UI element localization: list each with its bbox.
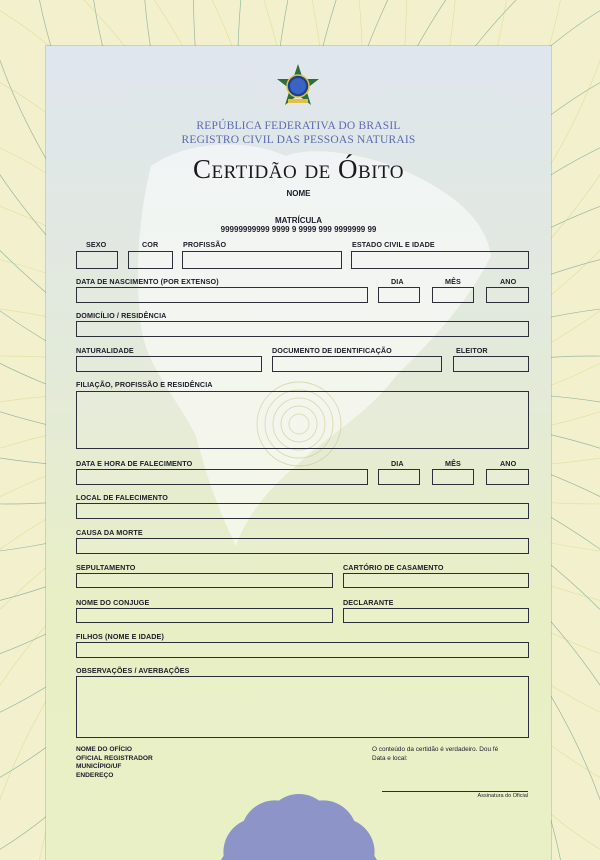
- local-falecimento-label: LOCAL DE FALECIMENTO: [76, 493, 168, 502]
- ano-field[interactable]: [486, 287, 529, 303]
- footer-address: ENDEREÇO: [76, 771, 114, 779]
- filiacao-label: FILIAÇÃO, PROFISSÃO E RESIDÊNCIA: [76, 380, 213, 389]
- footer-office-name: NOME DO OFÍCIO: [76, 746, 133, 753]
- profissao-field[interactable]: [182, 251, 342, 269]
- header-republic: REPÚBLICA FEDERATIVA DO BRASIL: [196, 120, 401, 132]
- domicilio-field[interactable]: [76, 321, 529, 337]
- header-registry: REGISTRO CIVIL DAS PESSOAS NATURAIS: [181, 134, 416, 146]
- matricula-label: MATRÍCULA: [275, 216, 322, 225]
- cartorio-casamento-field[interactable]: [343, 573, 529, 588]
- observacoes-label: OBSERVAÇÕES / AVERBAÇÕES: [76, 666, 190, 675]
- mes2-label: MÊS: [445, 459, 461, 468]
- coat-of-arms-icon: [274, 62, 322, 110]
- seal-watermark: [217, 794, 381, 860]
- dia2-field[interactable]: [378, 469, 420, 485]
- mes-field[interactable]: [432, 287, 474, 303]
- signature-caption: Assinatura do Oficial: [477, 793, 528, 799]
- declarante-label: DECLARANTE: [343, 598, 394, 607]
- dia-field[interactable]: [378, 287, 420, 303]
- estado-civil-label: ESTADO CIVIL E IDADE: [352, 240, 435, 249]
- matricula-number: 99999999999 9999 9 9999 999 9999999 99: [220, 225, 377, 234]
- domicilio-label: DOMICÍLIO / RESIDÊNCIA: [76, 311, 167, 320]
- eleitor-field[interactable]: [453, 356, 529, 372]
- estado-civil-field[interactable]: [351, 251, 529, 269]
- footer-municipio: MUNICÍPIO/UF: [76, 763, 122, 771]
- ano2-label: ANO: [500, 459, 517, 468]
- data-nascimento-field[interactable]: [76, 287, 368, 303]
- nome-conjuge-label: NOME DO CONJUGE: [76, 598, 150, 607]
- sepultamento-field[interactable]: [76, 573, 333, 588]
- local-falecimento-field[interactable]: [76, 503, 529, 519]
- dia-label: DIA: [391, 277, 404, 286]
- nome-label: NOME: [286, 189, 311, 198]
- causa-morte-field[interactable]: [76, 538, 529, 554]
- profissao-label: PROFISSÃO: [183, 240, 227, 249]
- documento-field[interactable]: [272, 356, 442, 372]
- eleitor-label: ELEITOR: [456, 346, 488, 355]
- sexo-label: SEXO: [86, 240, 107, 249]
- cor-label: COR: [142, 240, 159, 249]
- mes-label: MÊS: [445, 277, 461, 286]
- filiacao-field[interactable]: [76, 391, 529, 449]
- cartorio-casamento-label: CARTÓRIO DE CASAMENTO: [343, 563, 444, 572]
- data-falecimento-label: DATA E HORA DE FALECIMENTO: [76, 459, 193, 468]
- ano-label: ANO: [500, 277, 517, 286]
- footer-registrar: OFICIAL REGISTRADOR: [76, 754, 153, 762]
- signature-line: [382, 791, 528, 792]
- data-falecimento-field[interactable]: [76, 469, 368, 485]
- documento-label: DOCUMENTO DE IDENTIFICAÇÃO: [272, 346, 392, 355]
- sexo-field[interactable]: [76, 251, 118, 269]
- document-title: Certidão de Óbito: [192, 154, 405, 184]
- footer-office-block: [76, 746, 153, 780]
- observacoes-field[interactable]: [76, 676, 529, 738]
- sepultamento-label: SEPULTAMENTO: [76, 563, 136, 572]
- declarante-field[interactable]: [343, 608, 529, 623]
- nome-conjuge-field[interactable]: [76, 608, 333, 623]
- filhos-label: FILHOS (NOME E IDADE): [76, 632, 164, 641]
- cor-field[interactable]: [128, 251, 173, 269]
- ano2-field[interactable]: [486, 469, 529, 485]
- filhos-field[interactable]: [76, 642, 529, 658]
- certificate-panel: [46, 46, 551, 860]
- data-nascimento-label: DATA DE NASCIMENTO (POR EXTENSO): [76, 277, 219, 286]
- naturalidade-field[interactable]: [76, 356, 262, 372]
- attest-text: O conteúdo da certidão é verdadeiro. Dou fé: [372, 746, 499, 753]
- dia2-label: DIA: [391, 459, 404, 468]
- footer-attest-block: [372, 745, 498, 763]
- causa-morte-label: CAUSA DA MORTE: [76, 528, 143, 537]
- date-place-text: Data e local:: [372, 755, 408, 762]
- naturalidade-label: NATURALIDADE: [76, 346, 134, 355]
- mes2-field[interactable]: [432, 469, 474, 485]
